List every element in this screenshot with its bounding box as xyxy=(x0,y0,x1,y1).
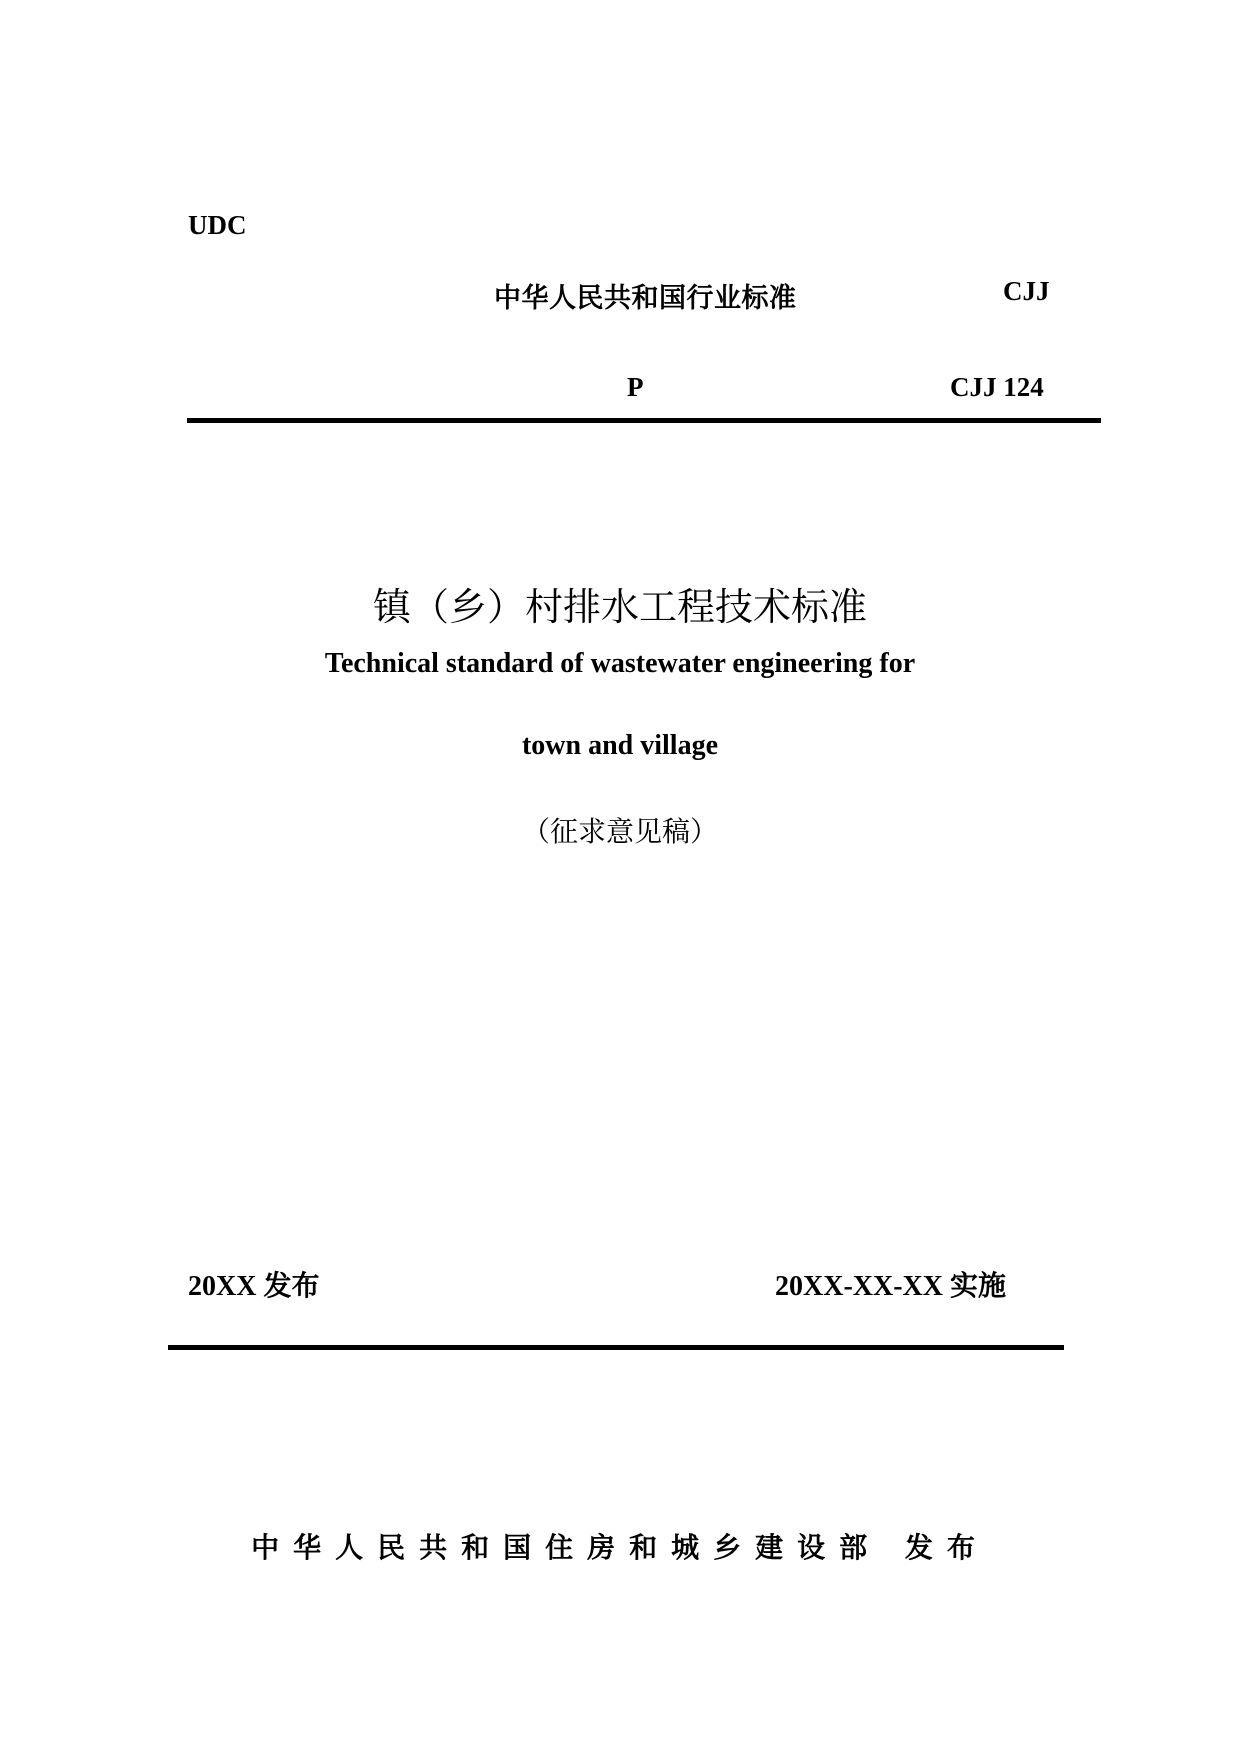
issue-date: 20XX 发布 xyxy=(188,1271,320,1302)
english-title-line-1: Technical standard of wastewater engineering for xyxy=(324,648,916,679)
effective-date: 20XX-XX-XX 实施 xyxy=(775,1271,1006,1302)
chinese-title: 镇（乡）村排水工程技术标准 xyxy=(372,585,867,629)
standard-number: CJJ 124 xyxy=(950,372,1044,402)
english-title-line-2: town and village xyxy=(521,730,719,761)
series-code: CJJ xyxy=(1003,276,1050,306)
industry-standard-heading: 中华人民共和国行业标准 xyxy=(494,283,797,313)
header-divider xyxy=(187,418,1101,423)
publisher: 中华人民共和国住房和城乡建设部 发布 xyxy=(251,1531,989,1564)
footer-divider xyxy=(168,1345,1064,1350)
udc-label: UDC xyxy=(188,210,247,240)
category-code: P xyxy=(627,372,644,402)
draft-note: （征求意见稿） xyxy=(521,815,718,848)
